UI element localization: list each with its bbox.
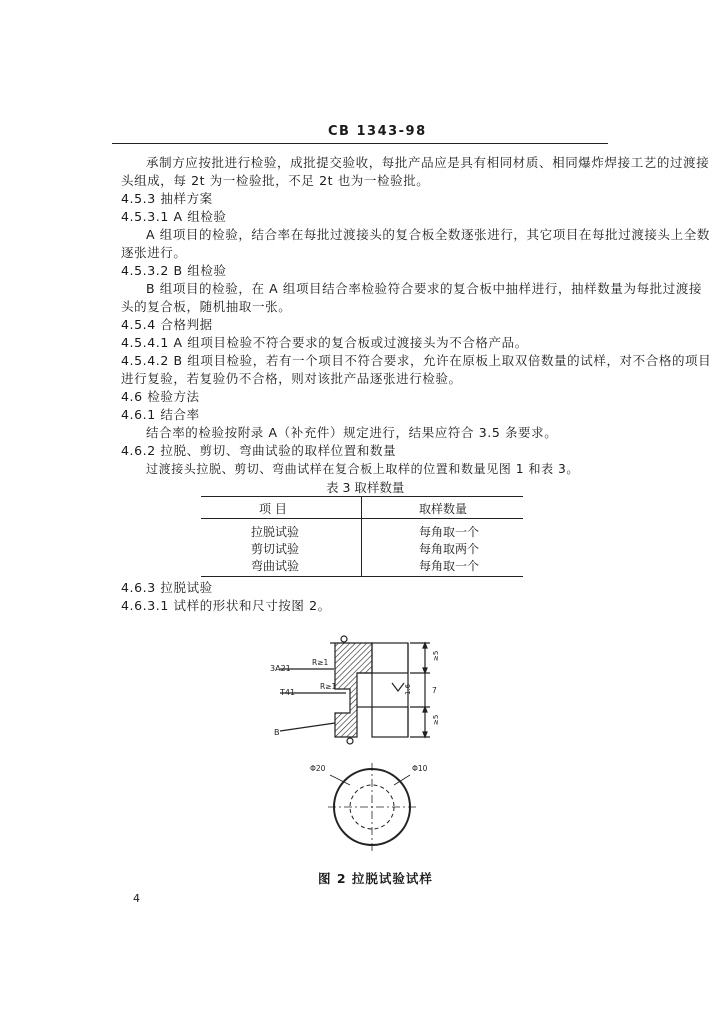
- table-cell: 每角取一个: [419, 559, 480, 573]
- tensile-specimen-figure: [260, 625, 460, 855]
- radius-label: R≥1: [312, 658, 329, 667]
- body-line: 过渡接头拉脱、剪切、弯曲试样在复合板上取样的位置和数量见图 1 和表 3。: [146, 462, 579, 476]
- table-cell: 每角取一个: [419, 525, 480, 539]
- material-label-3a21: 3A21: [270, 664, 291, 673]
- body-line: 进行复验，若复验仍不合格，则对该批产品逐张进行检验。: [121, 371, 462, 386]
- table-column-divider: [361, 497, 362, 576]
- radius-label: R≥1: [320, 682, 337, 691]
- section-heading: 4.5.3.2 B 组检验: [121, 263, 227, 278]
- table-header-rule: [201, 518, 523, 519]
- section-heading: 4.6 检验方法: [121, 389, 200, 404]
- figure-caption: 图 2 拉脱试验试样: [318, 871, 433, 886]
- header-rule: [112, 143, 608, 144]
- page-number: 4: [133, 892, 140, 905]
- dimension-bottom: ≥5: [432, 714, 440, 725]
- body-line: 头组成，每 2t 为一检验批，不足 2t 也为一检验批。: [121, 173, 430, 188]
- table-cell: 剪切试验: [251, 542, 300, 556]
- table-cell: 拉脱试验: [251, 525, 300, 539]
- material-label-b: B: [274, 728, 280, 737]
- dimension-top: ≥5: [432, 650, 440, 661]
- section-heading: 4.5.3 抽样方案: [121, 191, 213, 206]
- top-view: [328, 763, 416, 851]
- table-header-item: 项 目: [259, 502, 287, 516]
- table-header-quantity: 取样数量: [419, 502, 468, 516]
- body-line: 结合率的检验按附录 A（补充件）规定进行，结果应符合 3.5 条要求。: [146, 425, 558, 440]
- table-cell: 弯曲试验: [251, 559, 300, 573]
- section-heading: 4.6.3.1 试样的形状和尺寸按图 2。: [121, 598, 331, 613]
- body-line: 承制方应按批进行检验，成批提交验收，每批产品应是具有相同材质、相同爆炸焊接工艺的过渡接: [146, 155, 710, 170]
- body-line: 头的复合板，随机抽取一张。: [121, 299, 292, 314]
- table-caption: 表 3 取样数量: [326, 480, 405, 495]
- table-cell: 每角取两个: [419, 542, 480, 556]
- body-line: 4.5.4.1 A 组项目检验不符合要求的复合板或过渡接头为不合格产品。: [121, 335, 528, 350]
- section-heading: 4.5.3.1 A 组检验: [121, 209, 227, 224]
- body-line: B 组项目的检验，在 A 组项目结合率检验符合要求的复合板中抽样进行，抽样数量为每批过渡接: [146, 281, 703, 296]
- body-line: 逐张进行。: [121, 245, 187, 260]
- dimension-middle: 7: [432, 686, 437, 695]
- standard-number-header: CB 1343-98: [328, 124, 427, 139]
- material-label-t41: T41: [280, 688, 296, 697]
- inner-diameter-label: Φ10: [412, 764, 428, 773]
- surface-finish-label: 1.6: [404, 683, 412, 695]
- body-line: 4.5.4.2 B 组项目检验，若有一个项目不符合要求，允许在原板上取双倍数量的试样，对不合格的项目: [121, 353, 712, 368]
- outer-diameter-label: Φ20: [310, 764, 326, 773]
- body-line: A 组项目的检验，结合率在每批过渡接头的复合板全数逐张进行，其它项目在每批过渡接头上全数: [146, 227, 710, 242]
- section-heading: 4.5.4 合格判据: [121, 317, 213, 332]
- section-heading: 4.6.3 拉脱试验: [121, 580, 213, 595]
- section-heading: 4.6.1 结合率: [121, 407, 200, 422]
- section-heading: 4.6.2 拉脱、剪切、弯曲试验的取样位置和数量: [121, 443, 397, 458]
- sampling-table: [201, 496, 523, 577]
